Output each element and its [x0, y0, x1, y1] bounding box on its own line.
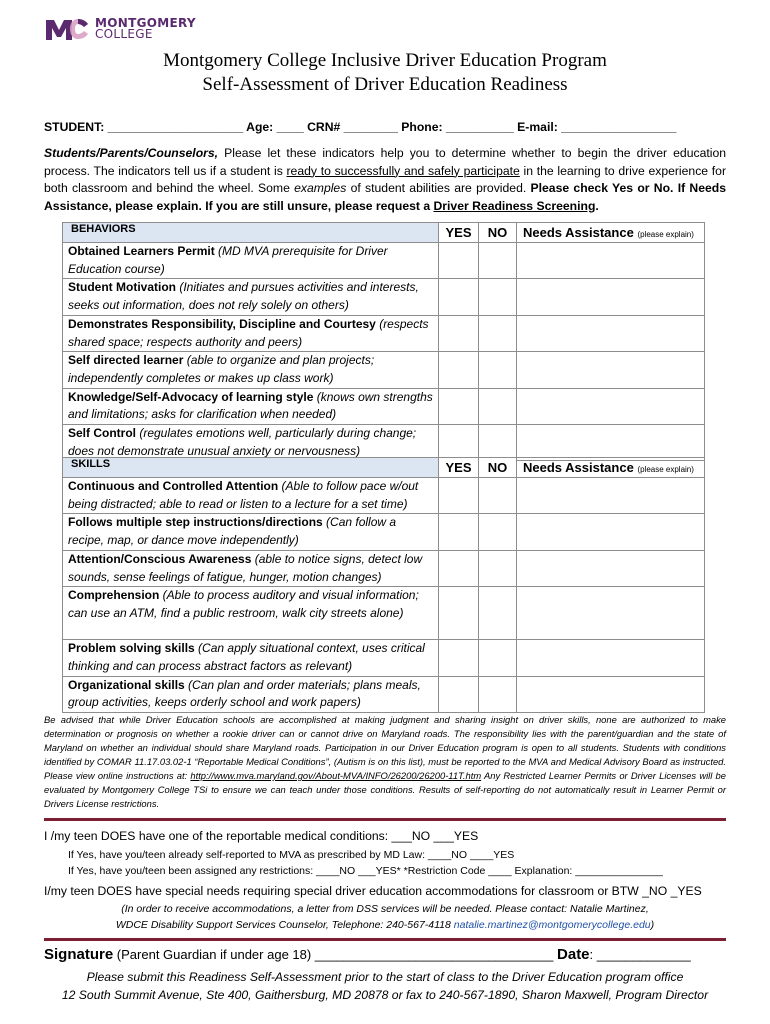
intro-paragraph — [44, 145, 726, 215]
dss-contact — [0, 919, 770, 931]
no-checkbox-cell[interactable] — [479, 514, 517, 550]
needs-assistance-cell[interactable] — [517, 243, 705, 279]
indicator-cell — [63, 514, 439, 550]
indicator-description: (Able to follow pace w/out being distracted; able to read or listen to a lecture for a set time) — [68, 479, 419, 511]
accommodations-note: (In order to receive accommodations, a letter from DSS services will be needed. Please contact: Natalie Martinez, — [121, 903, 649, 915]
intro-examples: examples — [294, 181, 347, 196]
indicator-cell — [63, 279, 439, 315]
needs-assistance-column-header — [517, 223, 705, 243]
dss-contact-end: ) — [650, 919, 655, 931]
indicator-label: Organizational skills — [68, 677, 185, 692]
needs-assistance-cell[interactable] — [517, 425, 705, 461]
yes-checkbox-cell[interactable] — [439, 587, 479, 640]
self-reported-question[interactable]: If Yes, have you/teen already self-reported to MVA as prescribed by MD Law: ____NO ____YES — [68, 849, 515, 861]
yes-checkbox-cell[interactable] — [439, 279, 479, 315]
indicator-cell — [63, 315, 439, 351]
yes-checkbox-cell[interactable] — [439, 315, 479, 351]
intro-text-2: in the learning to drive experience for both classroom and behind the wheel. Some — [44, 163, 726, 196]
yes-checkbox-cell[interactable] — [439, 425, 479, 461]
indicator-description: (MD MVA prerequisite for Driver Education course) — [68, 244, 388, 276]
indicator-label: Student Motivation — [68, 280, 176, 295]
indicator-label: Follows multiple step instructions/directions — [68, 515, 323, 530]
disclaimer-text: Be advised that while Driver Education schools are accomplished at making judgment and sharing insight on driver skills, none are authorized to make determination or prognosis on whether a rookie driver can or cannot drive on Maryland roads. The responsibility lies with the parent/guardian and the state of Maryland on whether an individual should share Maryland roads. Participation in our Driver Education program is open to all students. Students with conditions identified by COMAR 11.17.03.02-1 “Reportable Medical Conditions”, (Autism is on this list), must be reported to the MVA and Medical Advisory Board as instructed. Please view online instructions at: — [44, 714, 726, 781]
indicator-description: (Able to process auditory and visual information; can use an ATM, find a public restroom, walk city streets alone) — [68, 588, 419, 620]
indicator-label: Comprehension — [68, 588, 160, 603]
disclaimer — [44, 713, 726, 811]
indicator-description: (able to organize and plan projects; independently completes or makes up class work) — [68, 353, 375, 385]
indicator-description: (Can apply situational context, uses critical thinking and can process abstract factors as relevant) — [68, 641, 425, 673]
page-subtitle: Self-Assessment of Driver Education Readiness — [202, 74, 568, 95]
table-row — [63, 587, 705, 640]
table-row — [63, 352, 705, 388]
section-header: BEHAVIORS — [63, 223, 439, 243]
logo-line2: COLLEGE — [95, 27, 153, 41]
indicator-cell — [63, 676, 439, 712]
signature-label: Signature — [44, 946, 114, 963]
indicator-cell — [63, 352, 439, 388]
table-header-row — [63, 458, 705, 478]
indicator-description: (regulates emotions well, particularly during change; does not demonstrate unusual anxiety or nervousness) — [68, 426, 417, 458]
needs-assistance-cell[interactable] — [517, 279, 705, 315]
table-row — [63, 425, 705, 461]
no-column-header: NO — [479, 458, 517, 478]
yes-column-header: YES — [439, 223, 479, 243]
date-label: Date — [557, 946, 590, 963]
yes-checkbox-cell[interactable] — [439, 550, 479, 586]
needs-assistance-cell[interactable] — [517, 587, 705, 640]
needs-assistance-note: (please explain) — [637, 230, 694, 239]
intro-text-3: of student abilities are provided. — [346, 181, 531, 196]
yes-checkbox-cell[interactable] — [439, 352, 479, 388]
divider — [44, 818, 726, 821]
indicator-label: Continuous and Controlled Attention — [68, 479, 279, 493]
intro-instructions: Please check Yes or No. If Needs Assistance, please explain. If you are still unsure, please request a — [44, 181, 726, 213]
needs-assistance-cell[interactable] — [517, 352, 705, 388]
needs-assistance-cell[interactable] — [517, 388, 705, 424]
indicator-description: (knows own strengths and limitations; asks for clarification when needed) — [68, 389, 433, 422]
table-row — [63, 676, 705, 712]
needs-assistance-cell[interactable] — [517, 550, 705, 586]
needs-assistance-cell[interactable] — [517, 514, 705, 550]
indicator-label: Attention/Conscious Awareness — [68, 551, 252, 566]
intro-text-1: Please let these indicators help you to determine whether to begin the driver education process. The indicators tell us if a student is — [44, 146, 726, 178]
needs-assistance-label: Needs Assistance — [523, 460, 634, 475]
table-row — [63, 550, 705, 586]
signature-line[interactable] — [44, 946, 691, 963]
indicator-description: (able to notice signs, detect low sounds, sense feelings of fatigue, hunger, motion changes) — [68, 551, 423, 584]
table-row — [63, 243, 705, 279]
mc-logo-icon — [44, 16, 90, 42]
indicator-label: Self Control — [68, 426, 136, 441]
indicator-description: (Can follow a recipe, map, or dance move independently) — [68, 515, 397, 548]
no-checkbox-cell[interactable] — [479, 425, 517, 461]
no-checkbox-cell[interactable] — [479, 587, 517, 640]
no-checkbox-cell[interactable] — [479, 388, 517, 424]
indicator-cell — [63, 640, 439, 676]
footer-instruction: Please submit this Readiness Self-Assessment prior to the start of class to the Driver Education program office — [86, 970, 684, 984]
table-row — [63, 279, 705, 315]
intro-lead: Students/Parents/Counselors, — [44, 146, 219, 160]
yes-checkbox-cell[interactable] — [439, 388, 479, 424]
yes-checkbox-cell[interactable] — [439, 243, 479, 279]
restrictions-question[interactable]: If Yes, have you/teen been assigned any restrictions: ____NO ___YES* *Restriction Code ____ Explanation: _______________ — [68, 865, 663, 877]
no-checkbox-cell[interactable] — [479, 550, 517, 586]
needs-assistance-cell[interactable] — [517, 676, 705, 712]
student-info-line[interactable]: STUDENT: ____________________ Age: ____ CRN# ________ Phone: __________ E-mail: _________________ — [44, 120, 677, 134]
behaviors-table — [62, 222, 705, 461]
signature-note: (Parent Guardian if under age 18) _________________________________ — [113, 947, 558, 962]
skills-table — [62, 457, 705, 713]
intro-end: . — [595, 198, 599, 213]
no-checkbox-cell[interactable] — [479, 243, 517, 279]
table-header-row — [63, 223, 705, 243]
indicator-description: (Can plan and order materials; plans meals, group activities, keeps orderly school and work papers) — [68, 677, 421, 710]
indicator-description: (Initiates and pursues activities and interests, seeks out information, does not rely solely on others) — [68, 280, 419, 313]
table-row — [63, 478, 705, 514]
mva-instructions-link[interactable]: http://www.mva.maryland.gov/About-MVA/INFO/26200/26200-11T.htm — [190, 770, 482, 781]
indicator-cell — [63, 425, 439, 461]
no-checkbox-cell[interactable] — [479, 279, 517, 315]
indicator-label: Knowledge/Self-Advocacy of learning style — [68, 389, 314, 404]
table-row — [63, 388, 705, 424]
medical-condition-question[interactable]: I /my teen DOES have one of the reportable medical conditions: ___NO ___YES — [44, 829, 479, 843]
table-row — [63, 640, 705, 676]
indicator-cell — [63, 550, 439, 586]
divider-2 — [44, 938, 726, 941]
indicator-label: Demonstrates Responsibility, Discipline and Courtesy — [68, 316, 376, 331]
yes-checkbox-cell[interactable] — [439, 514, 479, 550]
needs-assistance-note: (please explain) — [637, 465, 694, 474]
needs-assistance-label: Needs Assistance — [523, 225, 634, 240]
indicator-cell — [63, 587, 439, 640]
indicator-cell — [63, 388, 439, 424]
needs-assistance-column-header — [517, 458, 705, 478]
intro-underlined: ready to successfully and safely participate — [286, 163, 520, 178]
needs-assistance-cell[interactable] — [517, 315, 705, 351]
indicator-label: Self directed learner — [68, 353, 184, 368]
no-checkbox-cell[interactable] — [479, 478, 517, 514]
no-checkbox-cell[interactable] — [479, 315, 517, 351]
needs-assistance-cell[interactable] — [517, 478, 705, 514]
no-checkbox-cell[interactable] — [479, 640, 517, 676]
yes-checkbox-cell[interactable] — [439, 478, 479, 514]
section-header: SKILLS — [63, 458, 439, 478]
logo-line1: MONTGOMERY — [95, 16, 196, 30]
no-column-header: NO — [479, 223, 517, 243]
indicator-description: (respects shared space; respects authority and peers) — [68, 316, 429, 349]
yes-column-header: YES — [439, 458, 479, 478]
contact-email-link[interactable]: natalie.martinez@montgomerycollege.edu — [453, 919, 651, 931]
page-title: Montgomery College Inclusive Driver Education Program — [163, 50, 607, 71]
yes-checkbox-cell[interactable] — [439, 676, 479, 712]
college-logo — [44, 16, 196, 42]
disclaimer-text-2: Any Restricted Learner Permits or Driver Licenses will be evaluated by Montgomery College TSi to ensure we can teach under those conditions. Results of self-reporting do not automatically result in Learner Permit or Drivers License restrictions. — [44, 770, 726, 809]
date-line: : _____________ — [589, 947, 691, 962]
indicator-cell — [63, 478, 439, 514]
no-checkbox-cell[interactable] — [479, 352, 517, 388]
yes-checkbox-cell[interactable] — [439, 640, 479, 676]
no-checkbox-cell[interactable] — [479, 676, 517, 712]
table-row — [63, 514, 705, 550]
readiness-screening-link[interactable]: Driver Readiness Screening — [433, 198, 596, 213]
footer-address: 12 South Summit Avenue, Ste 400, Gaithersburg, MD 20878 or fax to 240-567-1890, Sharon Maxwell, Program Director — [61, 988, 709, 1002]
table-row — [63, 315, 705, 351]
needs-assistance-cell[interactable] — [517, 640, 705, 676]
dss-contact-text: WDCE Disability Support Services Counselor, Telephone: 240-567-4118 — [115, 919, 454, 931]
indicator-label: Problem solving skills — [68, 641, 195, 656]
indicator-cell — [63, 243, 439, 279]
special-needs-question[interactable]: I/my teen DOES have special needs requiring special driver education accommodations for classroom or BTW _NO _YES — [44, 884, 702, 898]
indicator-label: Obtained Learners Permit — [68, 244, 215, 258]
